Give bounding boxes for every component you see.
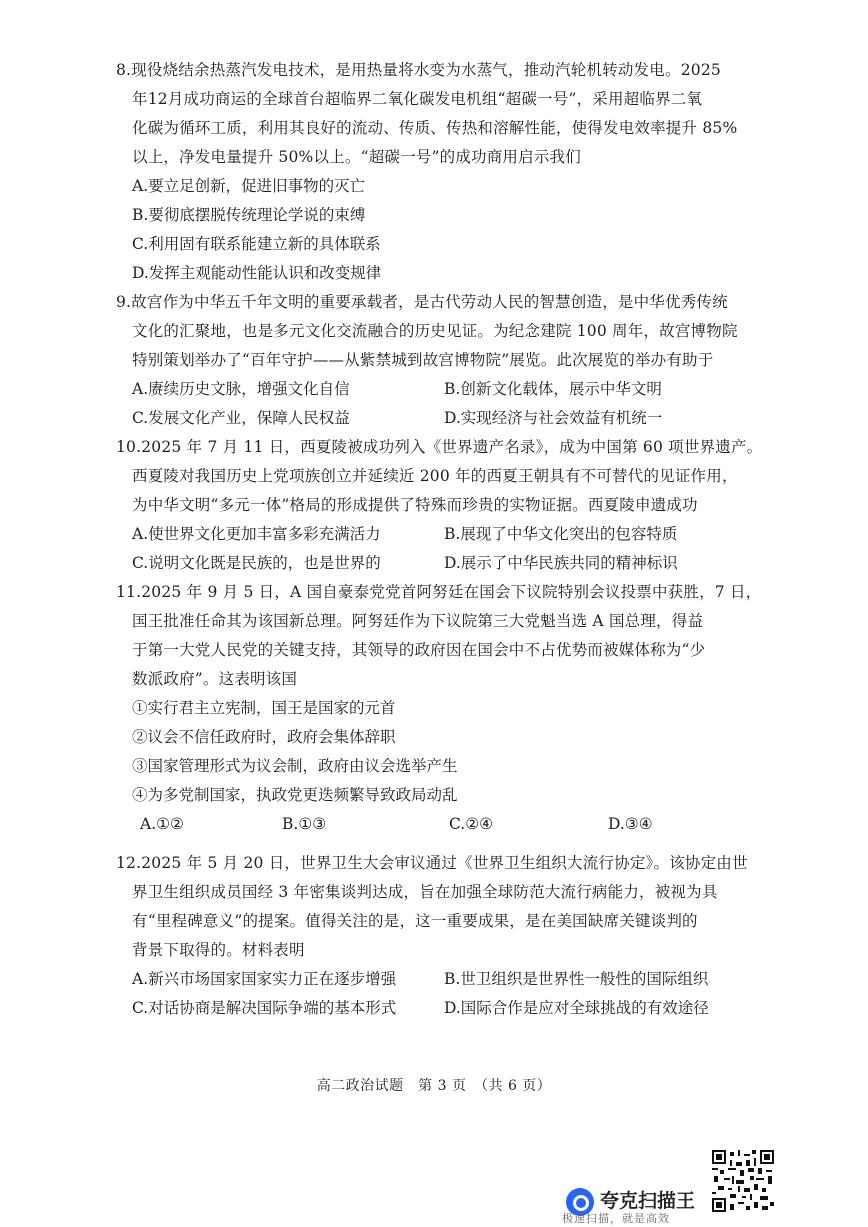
option-d: D.③④: [608, 815, 653, 833]
statement-3: ③国家管理形式为议会制，政府由议会选举产生: [132, 757, 458, 775]
question-text-line: 9.故宫作为中华五千年文明的重要承载者，是古代劳动人民的智慧创造，是中华优秀传统: [116, 293, 728, 311]
option-b: B.①③: [282, 815, 327, 833]
scanner-watermark: [560, 1180, 860, 1224]
option-c: C.②④: [449, 815, 494, 833]
question-text-line: 10.2025 年 7 月 11 日，西夏陵被成功列入《世界遗产名录》，成为中国第 60 项世界遗产。: [116, 438, 763, 456]
question-text-line: 年12月成功商运的全球首台超临界二氧化碳发电机组“超碳一号”，采用超临界二氧: [132, 90, 703, 108]
question-text-line: 有“里程碑意义”的提案。值得关注的是，这一重要成果，是在美国缺席关键谈判的: [132, 912, 698, 930]
watermark-title: 夸克扫描王: [600, 1190, 696, 1212]
question-text-line: 12.2025 年 5 月 20 日，世界卫生大会审议通过《世界卫生组织大流行协定》。该协定由世: [116, 854, 748, 872]
option-b: B.要彻底摆脱传统理论学说的束缚: [132, 206, 366, 224]
question-text-line: 界卫生组织成员国经 3 年密集谈判达成，旨在加强全球防范大流行病能力，被视为具: [132, 883, 718, 901]
option-c: C.说明文化既是民族的，也是世界的: [132, 554, 381, 572]
question-text-line: 背景下取得的。材料表明: [132, 941, 305, 959]
question-text-line: 以上，净发电量提升 50%以上。“超碳一号”的成功商用启示我们: [132, 148, 581, 166]
option-a: A.要立足创新，促进旧事物的灭亡: [132, 177, 366, 195]
question-text-line: 11.2025 年 9 月 5 日，A 国自豪泰党党首阿努廷在国会下议院特别会议投票中获胜，7 日，: [116, 583, 762, 601]
question-text-line: 西夏陵对我国历史上党项族创立并延续近 200 年的西夏王朝具有不可替代的见证作用，: [132, 467, 738, 485]
statement-4: ④为多党制国家，执政党更迭频繁导致政局动乱: [132, 786, 458, 804]
question-text-line: 国王批准任命其为该国新总理。阿努廷作为下议院第三大党魁当选 A 国总理，得益: [132, 612, 704, 630]
option-d: D.发挥主观能动性能认识和改变规律: [132, 264, 382, 282]
option-c: C.发展文化产业，保障人民权益: [132, 409, 350, 427]
question-text-line: 特别策划举办了“百年守护——从紫禁城到故宫博物院”展览。此次展览的举办有助于: [132, 351, 714, 369]
option-d: D.展示了中华民族共同的精神标识: [444, 554, 678, 572]
option-a: A.赓续历史文脉，增强文化自信: [132, 380, 350, 398]
statement-2: ②议会不信任政府时，政府会集体辞职: [132, 728, 396, 746]
watermark-subtitle: 极速扫描，就是高效: [562, 1212, 670, 1225]
qr-code-icon: [712, 1150, 774, 1212]
question-text-line: 8.现役烧结余热蒸汽发电技术，是用热量将水变为水蒸气，推动汽轮机转动发电。2025: [116, 61, 721, 79]
option-c: C.利用固有联系能建立新的具体联系: [132, 235, 381, 253]
question-text-line: 文化的汇聚地，也是多元文化交流融合的历史见证。为纪念建院 100 周年，故宫博物院: [132, 322, 738, 340]
question-text-line: 化碳为循环工质，利用其良好的流动、传质、传热和溶解性能，使得发电效率提升 85%: [132, 119, 738, 137]
question-text-line: 于第一大党人民党的关键支持，其领导的政府因在国会中不占优势而被媒体称为“少: [132, 641, 706, 659]
question-text-line: 数派政府”。这表明该国: [132, 670, 298, 688]
option-d: D.国际合作是应对全球挑战的有效途径: [444, 999, 709, 1017]
option-a: A.新兴市场国家国家实力正在逐步增强: [132, 970, 397, 988]
option-c: C.对话协商是解决国际争端的基本形式: [132, 999, 397, 1017]
option-d: D.实现经济与社会效益有机统一: [444, 409, 663, 427]
page-footer: 高二政治试题 第 3 页 （共 6 页）: [316, 1078, 552, 1094]
option-b: B.世卫组织是世界性一般性的国际组织: [444, 970, 709, 988]
question-text-line: 为中华文明“多元一体”格局的形成提供了特殊而珍贵的实物证据。西夏陵申遗成功: [132, 496, 698, 514]
option-a: A.使世界文化更加丰富多彩充满活力: [132, 525, 381, 543]
option-b: B.展现了中华文化突出的包容特质: [444, 525, 678, 543]
option-b: B.创新文化载体，展示中华文明: [444, 380, 662, 398]
option-a: A.①②: [140, 815, 184, 833]
statement-1: ①实行君主立宪制，国王是国家的元首: [132, 699, 396, 717]
